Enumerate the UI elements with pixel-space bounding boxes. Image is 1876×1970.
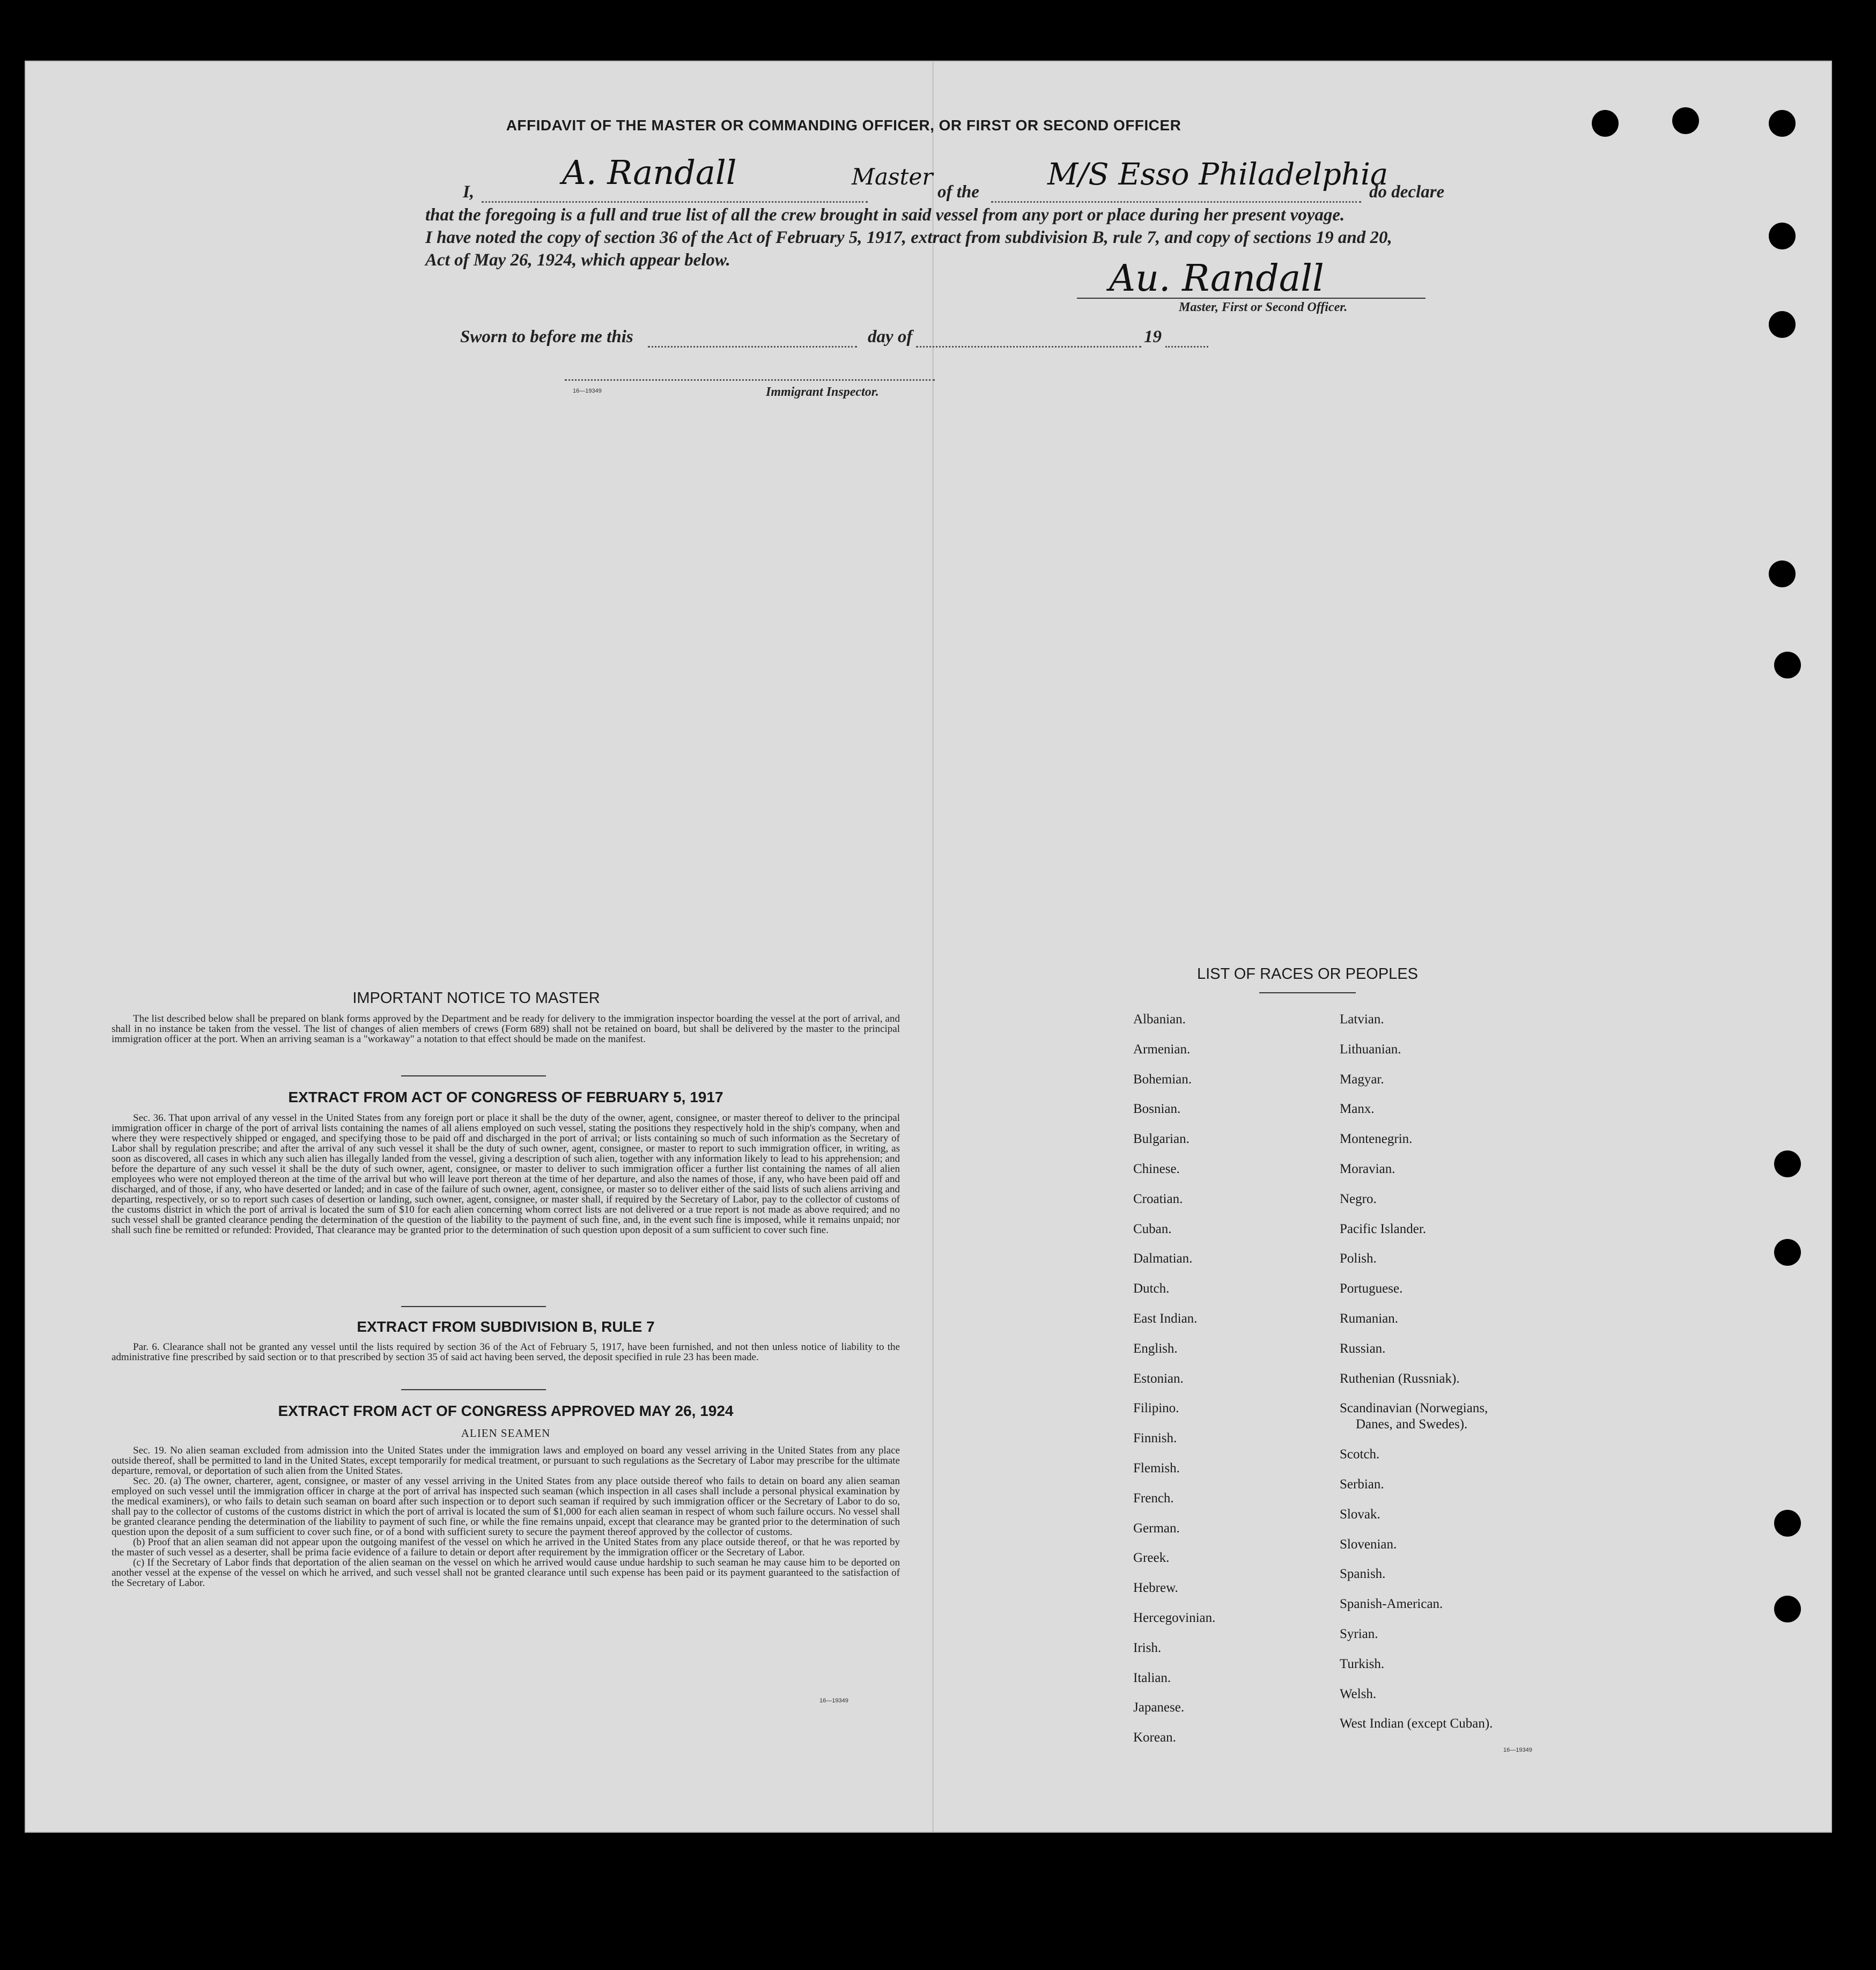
do-declare-label: do declare [1369,182,1445,202]
race-item: Ruthenian (Russniak). [1340,1371,1460,1386]
race-item: West Indian (except Cuban). [1340,1716,1493,1731]
race-item: Korean. [1133,1730,1176,1745]
punch-hole [1769,311,1796,338]
sec-19-text: Sec. 19. No alien seaman excluded from admission into the United States under the immigration laws and employed on board any vessel arriving in the United States from any place outside thereof, shall be permitted to land in the United States, except temporarily for medical treatment, or pursuant to such regulations as the Secretary of Labor may prescribe for the ultimate departure, removal, or deportation of such alien from the United States. [112,1445,900,1477]
inspector-line [565,377,935,381]
affidavit-line-4: Act of May 26, 1924, which appear below. [425,250,730,270]
race-item: Welsh. [1340,1686,1377,1701]
race-item: Russian. [1340,1341,1386,1356]
race-item: Montenegrin. [1340,1132,1413,1147]
section-divider [401,1306,546,1307]
vessel-name-line [991,191,1361,203]
rule-7-body: Par. 6. Clearance shall not be granted any vessel until the lists required by section 36 of the Act of February 5, 1917, have been furnished, and not then unless notice of liability to the administrative fine prescribed by said section or to that prescribed by section 35 of said act having been served, the deposit specified in rule 23 has been made. [112,1341,900,1363]
race-item: Moravian. [1340,1162,1395,1176]
punch-hole [1769,560,1796,587]
punch-hole [1774,1239,1801,1266]
race-item: German. [1133,1521,1180,1536]
race-item: Bulgarian. [1133,1132,1190,1147]
race-item: Polish. [1340,1251,1377,1266]
extract-1924-body [112,1445,900,1588]
vessel-name-handwritten: M/S Esso Philadelphia [1047,157,1388,192]
master-name-handwritten: A. Randall [562,153,737,192]
punch-hole [1774,652,1801,678]
section-divider [1259,992,1356,993]
master-signature: Au. Randall [1109,257,1324,300]
race-item: Pacific Islander. [1340,1221,1427,1236]
page-fold [932,62,934,1832]
race-item: Finnish. [1133,1431,1177,1446]
race-item: Rumanian. [1340,1311,1399,1326]
signature-caption: Master, First or Second Officer. [1179,300,1348,314]
race-item: Spanish-American. [1340,1597,1443,1612]
race-item: Albanian. [1133,1012,1186,1027]
race-item: Estonian. [1133,1371,1184,1386]
extract-1917-title: EXTRACT FROM ACT OF CONGRESS OF FEBRUARY 5, 1917 [288,1089,723,1105]
race-item: Latvian. [1340,1012,1384,1027]
form-number: 16—19349 [1503,1747,1532,1753]
notice-title: IMPORTANT NOTICE TO MASTER [352,990,600,1007]
race-item: Scandinavian (Norwegians, [1340,1401,1488,1416]
sworn-day-line [648,336,857,348]
punch-hole [1774,1510,1801,1537]
master-name-line [482,191,868,203]
form-number: 16—19349 [819,1698,848,1704]
race-item: Manx. [1340,1102,1375,1117]
race-item: Slovak. [1340,1507,1380,1522]
sec-20a-text: Sec. 20. (a) The owner, charterer, agent, consignee, or master of any vessel arriving in the United States from any place outside thereof who fails to detain on board any alien seaman employed on such vessel until the immigration officer in charge at the port of arrival has inspected such seaman (which inspection in all cases shall include a personal physical examination by the medical examiners), or who fails to detain such seaman on board after such inspection or to deport such seaman if required by such immigration officer or the Secretary of Labor to do so, shall pay to the collector of customs of the customs district in which the port of arrival is located the sum of $1,000 for each alien seaman in respect of whom such failure occurs. No vessel shall be granted clearance pending the determination of the liability to payment of such fine, or while the fine remains unpaid, except that clearance may be granted prior to the determination of such question upon the deposit of a sum sufficient to cover such fine, or of a bond with sufficient surety to secure the payment thereof approved by the collector of customs. [112,1475,900,1538]
punch-hole [1774,1150,1801,1177]
punch-hole [1769,223,1796,249]
race-item: East Indian. [1133,1311,1198,1326]
race-item: French. [1133,1491,1174,1506]
race-item: Negro. [1340,1191,1377,1206]
race-item: Portuguese. [1340,1281,1403,1296]
form-number: 16—19349 [573,388,602,394]
affidavit-title: AFFIDAVIT OF THE MASTER OR COMMANDING OFFICER, OR FIRST OR SECOND OFFICER [506,117,1181,134]
rule-7-title: EXTRACT FROM SUBDIVISION B, RULE 7 [357,1318,655,1335]
race-item: Spanish. [1340,1567,1386,1582]
race-item: Armenian. [1133,1042,1191,1057]
section-divider [401,1389,546,1390]
affidavit-line-2: that the foregoing is a full and true list of all the crew brought in said vessel from any port or place during her present voyage. [425,205,1345,225]
section-divider [401,1075,546,1076]
races-title: LIST OF RACES OR PEOPLES [1196,965,1419,983]
race-item: Dutch. [1133,1281,1170,1296]
affidavit-line-3: I have noted the copy of section 36 of the Act of February 5, 1917, extract from subdivision B, rule 7, and copy of sections 19 and 20, [425,228,1392,247]
race-item: Irish. [1133,1640,1162,1655]
race-item: Filipino. [1133,1401,1179,1416]
race-item: Lithuanian. [1340,1042,1401,1057]
race-item: Slovenian. [1340,1537,1397,1552]
race-item: Bosnian. [1133,1102,1181,1117]
day-of-label: day of [868,327,913,346]
sec-20c-text: (c) If the Secretary of Labor finds that deportation of the alien seaman on the vessel on which he arrived would cause undue hardship to such seaman he may cause him to be deported on another vessel at the expense of the vessel on which he arrived, and such vessel shall not be granted clearance until such expense has been paid or its payment guaranteed to the satisfaction of the Secretary of Labor. [112,1557,900,1589]
race-item: Bohemian. [1133,1072,1192,1087]
inspector-label: Immigrant Inspector. [766,385,879,399]
i-label: I, [463,182,475,202]
race-item: Italian. [1133,1670,1171,1685]
punch-hole [1592,110,1619,137]
race-item: Dalmatian. [1133,1251,1193,1266]
race-item: Serbian. [1340,1477,1384,1492]
master-title-handwritten: Master [852,164,933,190]
race-item: Japanese. [1133,1700,1185,1715]
race-item: English. [1133,1341,1178,1356]
race-item: Cuban. [1133,1221,1172,1236]
punch-hole [1774,1596,1801,1622]
punch-hole [1672,107,1699,134]
sworn-month-line [916,336,1141,348]
race-item: Hebrew. [1133,1581,1178,1596]
race-item: Hercegovinian. [1133,1611,1216,1625]
extract-1917-body: Sec. 36. That upon arrival of any vessel in the United States from any foreign port or place it shall be the duty of the owner, agent, consignee, or master thereof to deliver to the principal immigration officer in charge of the port of arrival lists containing the names of all aliens employed on such vessel, stating the positions they respectively hold in the ship's company, when and where they were respectively shipped or engaged, and specifying those to be paid off and discharged in the port of arrival; or lists containing so much of such information as the Secretary of Labor shall by regulation prescribe; and after the arrival of any such vessel it shall be the duty of such owner, agent, consignee, or master to report to such immigration officer, in writing, as soon as discovered, all cases in which any such alien has illegally landed from the vessel, giving a description of such alien, together with any information likely to lead to his apprehension; and before the departure of any such vessel it shall be the duty of such owner, agent, consignee, or master to deliver to such immigration officer a further list containing the names of all alien employees who were not employed thereon at the time of the arrival but who will leave port thereon at the time of her departure, and also the names of those, if any, who have been paid off and discharged, and of those, if any, who have deserted or landed; and in case of the failure of such owner, agent, consignee, or master so to deliver either of the said lists of such aliens arriving and departing, respectively, or so to report such cases of desertion or landing, such owner, agent, consignee, or master shall, if required by the Secretary of Labor, pay to the collector of customs of the customs district in which the port of arrival is located the sum of $10 for each alien concerning whom correct lists are not delivered or a true report is not made as above required; and no such vessel shall be granted clearance pending the determination of the question of the liability to the payment of such fine, and, in the event such fine is imposed, while it remains unpaid; nor shall such fine be remitted or refunded: Provided, That clearance may be granted prior to the determination of such question upon deposit of a sum sufficient to cover such fine. [112,1112,900,1236]
race-item: Magyar. [1340,1072,1384,1087]
notice-body: The list described below shall be prepared on blank forms approved by the Department and be ready for delivery to the immigration inspector boarding the vessel at the port of arrival, and shall in no instance be taken from the vessel. The list of changes of alien members of crews (Form 689) shall not be retained on board, but shall be delivered by the master to the principal immigration officer at the port. When an arriving seaman is a "workaway" a notation to that effect should be made on the manifest. [112,1013,900,1045]
sworn-label: Sworn to before me this [460,327,633,346]
race-item: Scotch. [1340,1447,1380,1462]
punch-hole [1769,110,1796,137]
race-item: Syrian. [1340,1627,1378,1641]
of-the-label: of the [937,182,979,202]
race-item: Croatian. [1133,1191,1183,1206]
document-page [26,62,1831,1832]
race-item: Chinese. [1133,1162,1180,1176]
sec-20b-text: (b) Proof that an alien seaman did not appear upon the outgoing manifest of the vessel on which he arrived in the United States from any place outside thereof, or that he was reported by the master of such vessel as a deserter, shall be prima facie evidence of a failure to detain or deport after requirement by the immigration officer or the Secretary of Labor. [112,1537,900,1558]
extract-1924-title: EXTRACT FROM ACT OF CONGRESS APPROVED MAY 26, 1924 [278,1403,734,1419]
race-item: Greek. [1133,1551,1170,1566]
year-prefix: 19 [1144,327,1162,346]
race-item: Flemish. [1133,1461,1180,1475]
race-item: Danes, and Swedes). [1356,1417,1468,1432]
race-item: Turkish. [1340,1656,1385,1671]
sworn-year-line [1165,336,1208,348]
alien-seamen-subtitle: ALIEN SEAMEN [461,1427,551,1440]
